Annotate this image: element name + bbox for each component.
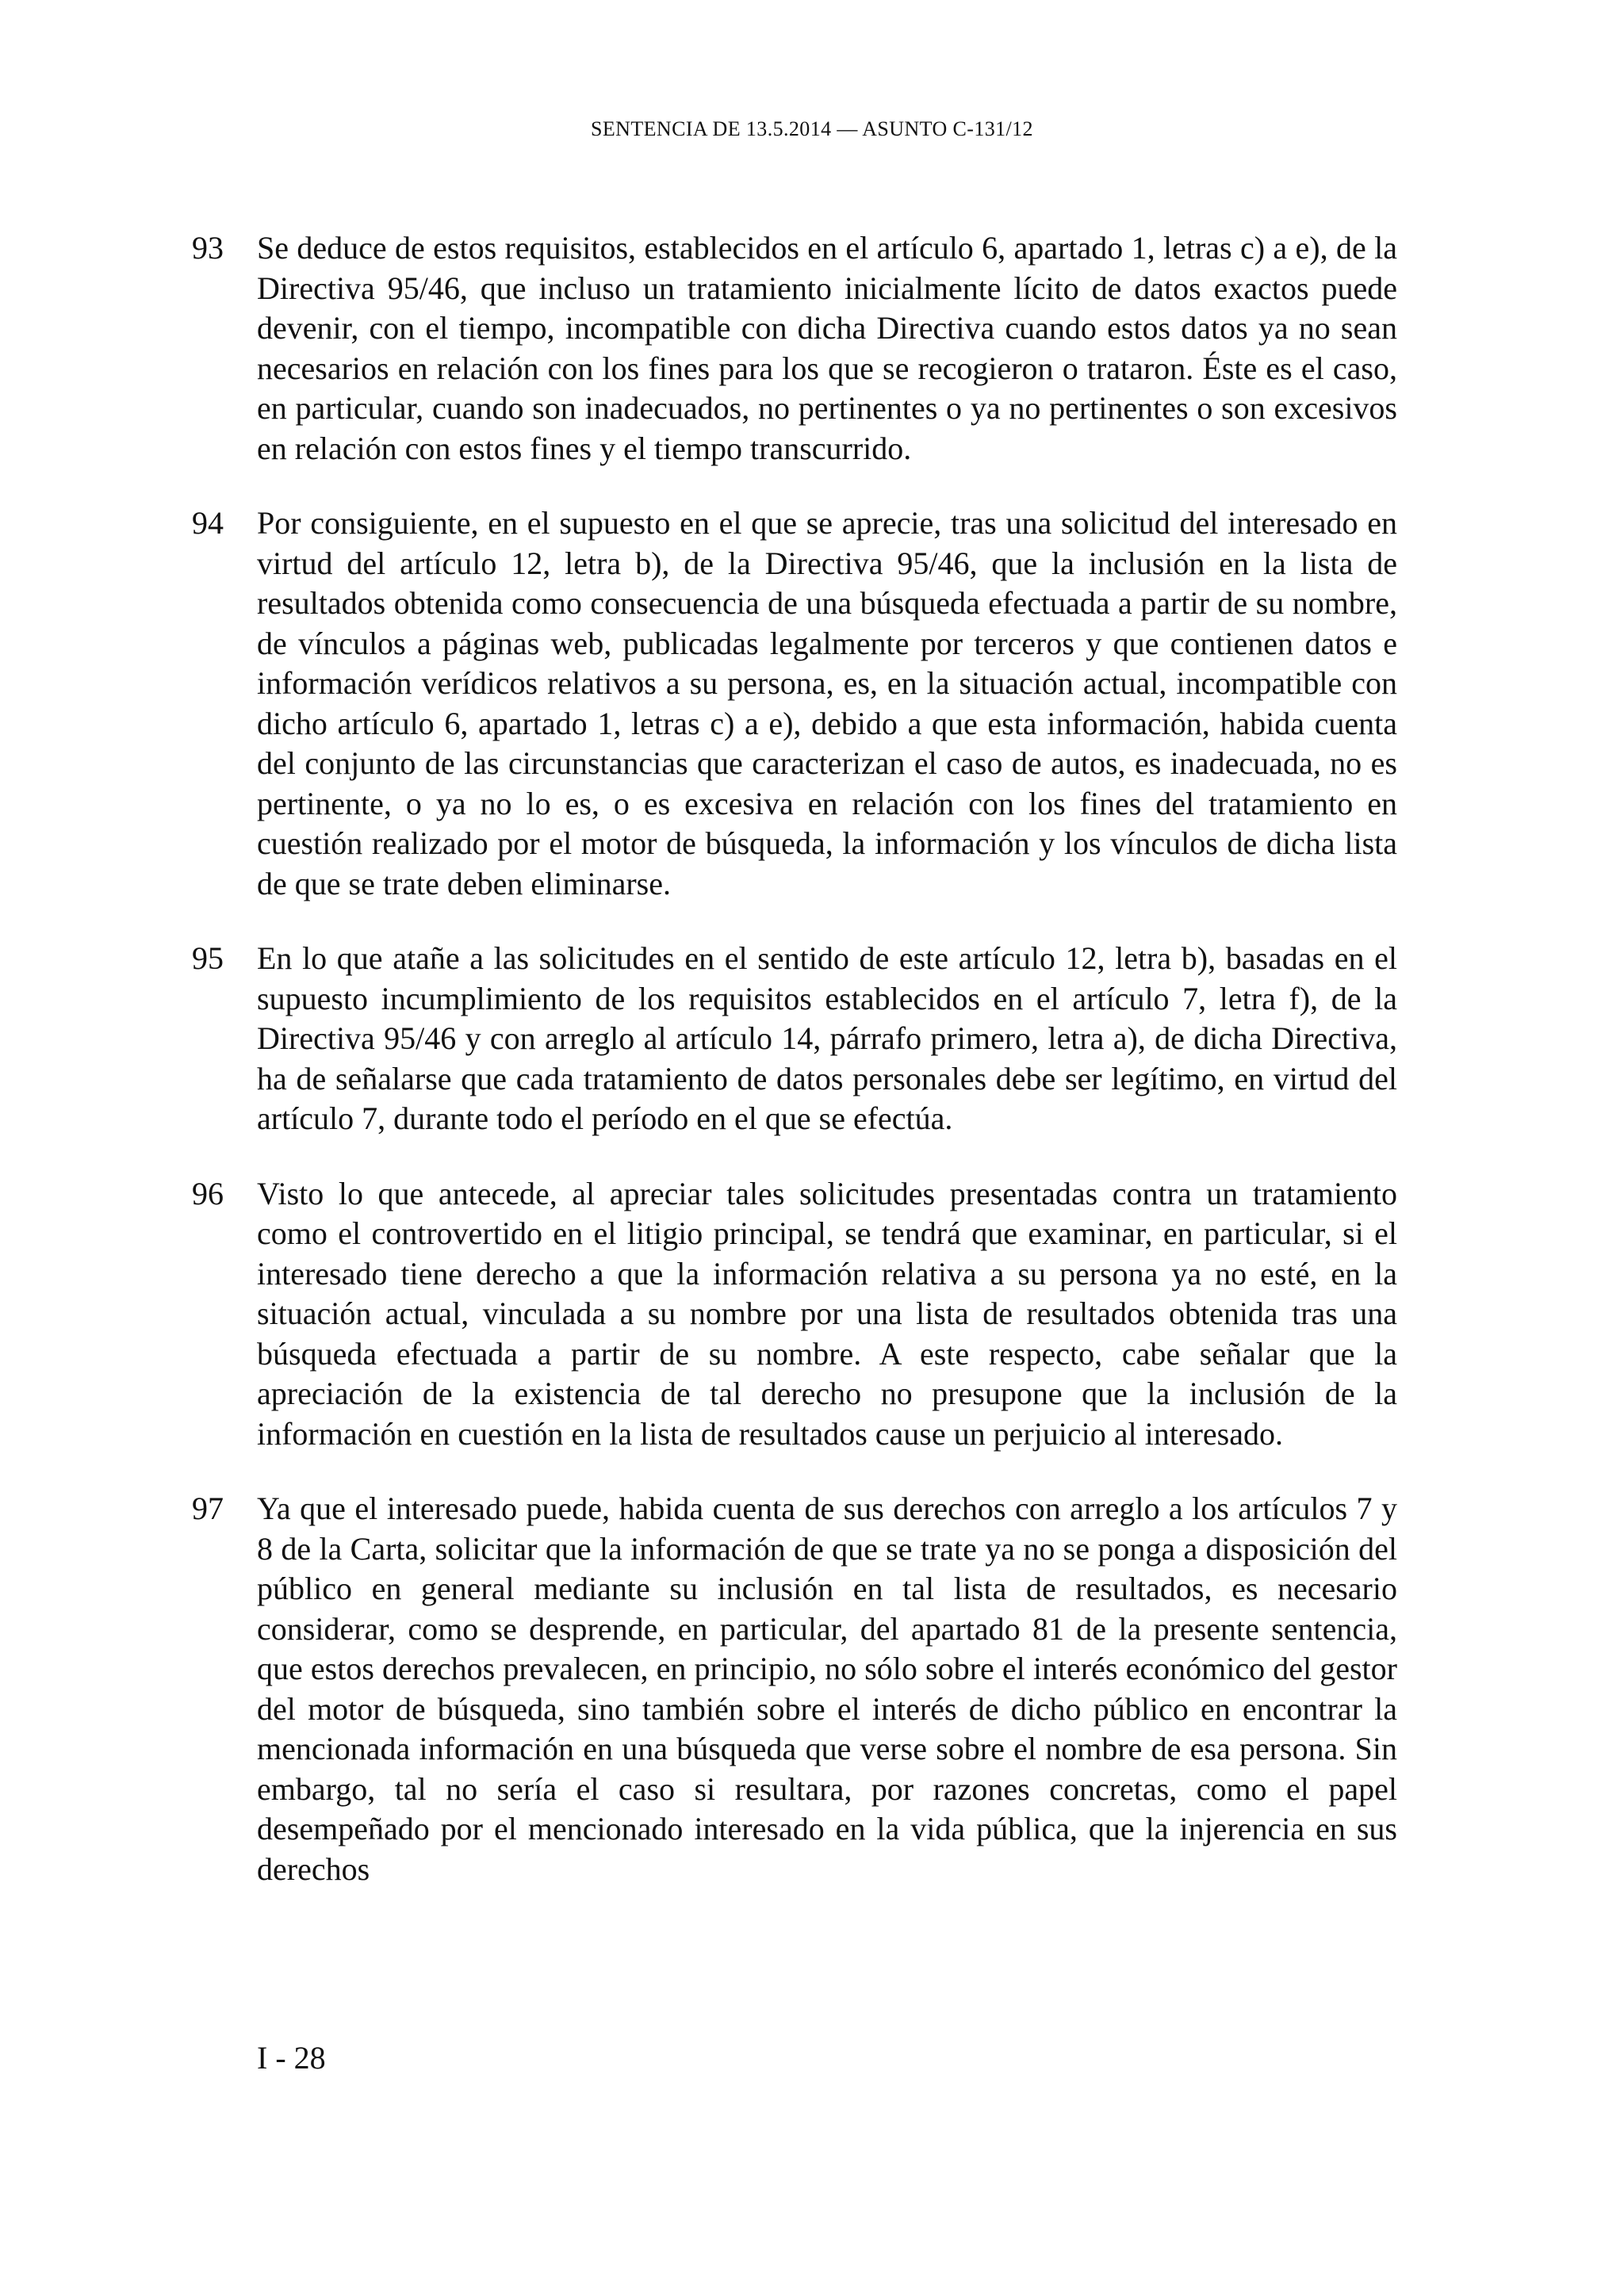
paragraph-93 xyxy=(176,228,1397,469)
paragraph-text: Visto lo que antecede, al apreciar tales solicitudes presentadas contra un tratamiento como el controvertido en el litigio principal, se tendrá que examinar, en particular, si el interesado tiene derecho a que la información relativa a su persona ya no esté, en la situación actual, vinculada a su nombre por una lista de resultados obtenida tras una búsqueda efectuada a partir de su nombre. A este respecto, cabe señalar que la apreciación de la existencia de tal derecho no presupone que la inclusión de la información en cuestión en la lista de resultados cause un perjuicio al interesado. xyxy=(257,1175,1397,1452)
paragraph-95 xyxy=(176,939,1397,1139)
paragraph-text: En lo que atañe a las solicitudes en el sentido de este artículo 12, letra b), basadas en el supuesto incumplimiento de los requisitos establecidos en el artículo 7, letra f), de la Directiva 95/46 y con arreglo al artículo 14, párrafo primero, letra a), de dicha Directiva, ha de señalarse que cada tratamiento de datos personales debe ser legítimo, en virtud del artículo 7, durante todo el período en el que se efectúa. xyxy=(257,940,1397,1136)
running-header: SENTENCIA DE 13.5.2014 — ASUNTO C-131/12 xyxy=(591,117,1033,140)
judgment-body xyxy=(176,228,1397,1924)
paragraph-number: 94 xyxy=(192,505,224,541)
paragraph-number: 95 xyxy=(192,940,224,976)
paragraph-text: Ya que el interesado puede, habida cuenta de sus derechos con arreglo a los artículos 7 y 8 de la Carta, solicitar que la información de que se trate ya no se ponga a disposición del público en general mediante su inclusión en tal lista de resultados, es necesario considerar, como se desprende, en particular, del apartado 81 de la presente sentencia, que estos derechos prevalecen, en principio, no sólo sobre el interés económico del gestor del motor de búsqueda, sino también sobre el interés de dicho público en encontrar la mencionada información en una búsqueda que verse sobre el nombre de esa persona. Sin embargo, tal no sería el caso si resultara, por razones concretas, como el papel desempeñado por el mencionado interesado en la vida pública, que la injerencia en sus derechos xyxy=(257,1490,1397,1887)
paragraph-text: Se deduce de estos requisitos, establecidos en el artículo 6, apartado 1, letras c) a e), de la Directiva 95/46, que incluso un tratamiento inicialmente lícito de datos exactos puede devenir, con el tiempo, incompatible con dicha Directiva cuando estos datos ya no sean necesarios en relación con los fines para los que se recogieron o trataron. Éste es el caso, en particular, cuando son inadecuados, no pertinentes o ya no pertinentes o son excesivos en relación con estos fines y el tiempo transcurrido. xyxy=(257,230,1397,466)
paragraph-96 xyxy=(176,1174,1397,1455)
paragraph-number: 97 xyxy=(192,1490,224,1526)
paragraph-94 xyxy=(176,503,1397,904)
paragraph-number: 96 xyxy=(192,1175,224,1211)
paragraph-text: Por consiguiente, en el supuesto en el que se aprecie, tras una solicitud del interesado en virtud del artículo 12, letra b), de la Directiva 95/46, que la inclusión en la lista de resultados obtenida como consecuencia de una búsqueda efectuada a partir de su nombre, de vínculos a páginas web, publicadas legalmente por terceros y que contienen datos e información verídicos relativos a su persona, es, en la situación actual, incompatible con dicho artículo 6, apartado 1, letras c) a e), debido a que esta información, habida cuenta del conjunto de las circunstancias que caracterizan el caso de autos, es inadecuada, no es pertinente, o ya no lo es, o es excesiva en relación con los fines del tratamiento en cuestión realizado por el motor de búsqueda, la información y los vínculos de dicha lista de que se trate deben eliminarse. xyxy=(257,505,1397,901)
paragraph-number: 93 xyxy=(192,230,224,266)
paragraph-97 xyxy=(176,1489,1397,1889)
page-number: I - 28 xyxy=(257,2040,326,2076)
